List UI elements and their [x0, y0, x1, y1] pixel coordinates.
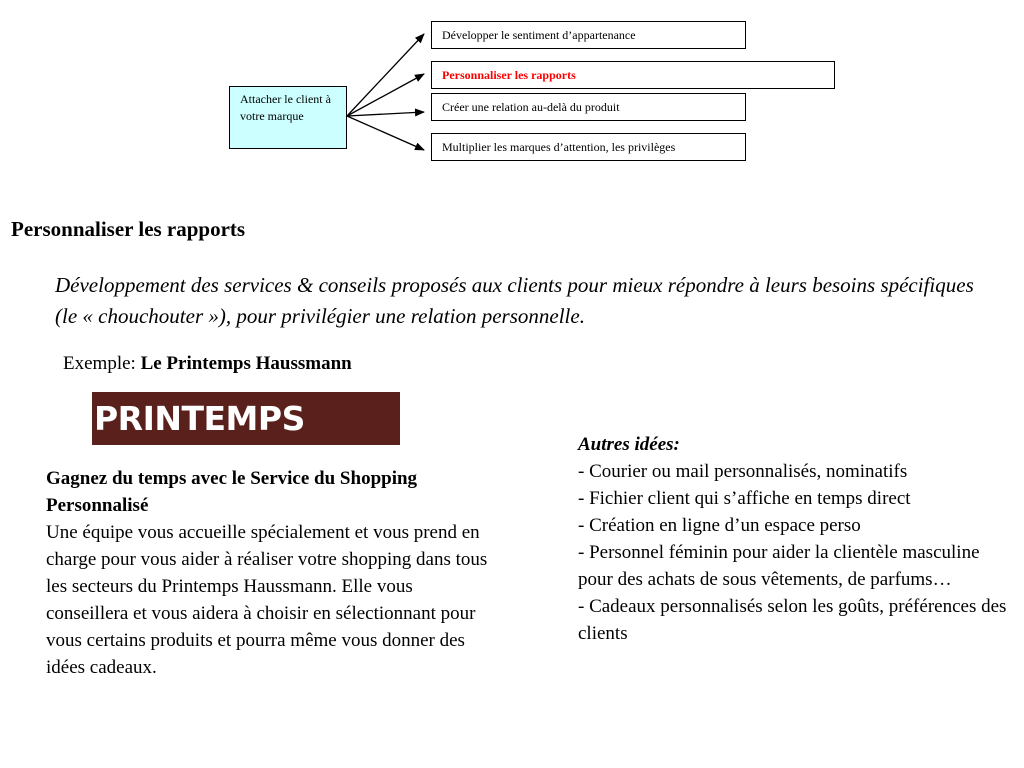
shopping-service-block — [46, 465, 496, 681]
diagram-target-3 — [431, 93, 746, 121]
example-line — [63, 351, 352, 377]
diagram-source-label: Attacher le client à votre marque — [240, 92, 331, 123]
diagram-target-1 — [431, 21, 746, 49]
example-name: Le Printemps Haussmann — [140, 353, 352, 374]
printemps-logo — [92, 392, 400, 445]
intro-paragraph: Développement des services & conseils proposés aux clients pour mieux répondre à leurs besoins spécifiques (le « chouchouter »), pour privilégier une relation personnelle. — [55, 273, 974, 328]
diagram-target-label: Créer une relation au-delà du produit — [442, 100, 620, 114]
diagram-target-label: Multiplier les marques d’attention, les privilèges — [442, 140, 676, 154]
list-item: - Courier ou mail personnalisés, nominatifs — [578, 461, 908, 482]
example-prefix: Exemple: — [63, 353, 141, 374]
diagram-source-box — [229, 86, 347, 149]
other-ideas-heading: Autres idées: — [578, 434, 680, 455]
list-item: - Création en ligne d’un espace perso — [578, 515, 861, 536]
list-item: - Cadeaux personnalisés selon les goûts, préférences des clients — [578, 596, 1007, 644]
arrow-to-target-2 — [347, 74, 424, 116]
arrow-to-target-3 — [347, 112, 424, 116]
arrow-to-target-1 — [347, 34, 424, 116]
section-title: Personnaliser les rapports — [11, 217, 246, 241]
arrow-to-target-4 — [347, 116, 424, 150]
shopping-service-body: Une équipe vous accueille spécialement et vous prend en charge pour vous aider à réaliser votre shopping dans tous les secteurs du Printemps Haussmann. Elle vous conseillera et vous aidera à choisir en sélectionnant pour vous certains produits et pourra même vous donner des idées cadeaux. — [46, 522, 488, 678]
logo-text: PRINTEMPS — [94, 399, 305, 438]
list-item: - Personnel féminin pour aider la clientèle masculine pour des achats de sous vêtements, de parfums… — [578, 542, 980, 590]
list-item: - Fichier client qui s’affiche en temps direct — [578, 488, 911, 509]
diagram-target-label: Développer le sentiment d’appartenance — [442, 28, 636, 42]
shopping-service-heading: Gagnez du temps avec le Service du Shopping Personnalisé — [46, 468, 418, 516]
diagram-target-2-highlighted — [431, 61, 835, 89]
other-ideas-list — [578, 458, 1018, 647]
other-ideas-block — [578, 431, 1018, 647]
diagram-target-label: Personnaliser les rapports — [442, 68, 576, 82]
diagram-target-4 — [431, 133, 746, 161]
